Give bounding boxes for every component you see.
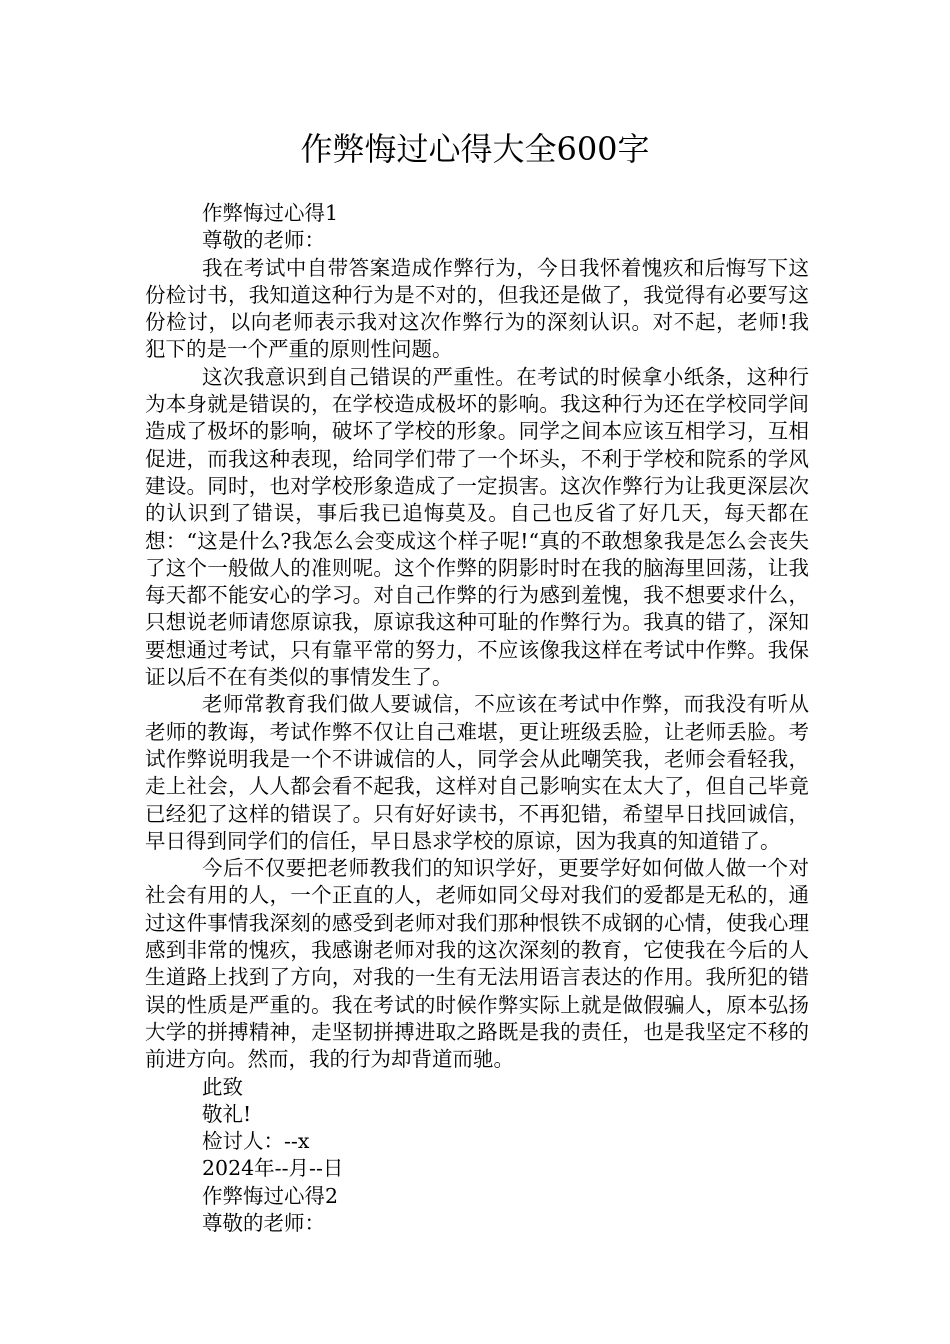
salutation: 尊敬的老师：	[202, 1210, 325, 1235]
paragraph: 今后不仅要把老师教我们的知识学好，更要学好如何做人做一个对社会有用的人，一个正直的人，老师如同父母对我们的爱都是无私的，通过这件事情我深刻的感受到老师对我们那种恨铁不成钢的心情，使我心理感到非常的愧疚，我感谢老师对我的这次深刻的教育，它使我在今后的人生道路上找到了方向，对我的一生有无法用语言表达的作用。我所犯的错误的性质是严重的。我在考试的时候作弊实际上就是做假骗人，原本弘扬大学的拼搏精神，走坚韧拼搏进取之路既是我的责任，也是我坚定不移的前进方向。然而，我的行为却背道而驰。	[145, 856, 809, 1072]
document-title: 作弊悔过心得大全600字	[300, 130, 650, 168]
paragraph: 这次我意识到自己错误的严重性。在考试的时候拿小纸条，这种行为本身就是错误的，在学校造成极坏的影响。我这种行为还在学校同学间造成了极坏的影响，破坏了学校的形象。同学之间本应该互相学习，互相促进，而我这种表现，给同学们带了一个坏头，不利于学校和院系的学风建设。同时，也对学校形象造成了一定损害。这次作弊行为让我更深层次的认识到了错误，事后我已追悔莫及。自己也反省了好几天，每天都在想：“这是什么?我怎么会变成这个样子呢!“真的不敢想象我是怎么会丧失了这个一般做人的准则呢。这个作弊的阴影时时在我的脑海里回荡，让我每天都不能安心的学习。对自己作弊的行为感到羞愧，我不想要求什么，只想说老师请您原谅我，原谅我这种可耻的作弊行为。我真的错了，深知要想通过考试，只有靠平常的努力，不应该像我这样在考试中作弊。我保证以后不在有类似的事情发生了。	[145, 364, 809, 690]
date-line: 2024年--月--日	[202, 1156, 344, 1181]
paragraph: 我在考试中自带答案造成作弊行为，今日我怀着愧疚和后悔写下这份检讨书，我知道这种行为是不对的，但我还是做了，我觉得有必要写这份检讨，以向老师表示我对这次作弊行为的深刻认识。对不起，老师!我犯下的是一个严重的原则性问题。	[145, 255, 809, 362]
regards-line: 敬礼!	[202, 1101, 252, 1126]
section-heading: 作弊悔过心得2	[202, 1183, 339, 1208]
closing-line: 此致	[202, 1074, 243, 1099]
signature-line: 检讨人：--x	[202, 1129, 310, 1154]
section-heading: 作弊悔过心得1	[202, 201, 339, 225]
paragraph: 老师常教育我们做人要诚信，不应该在考试中作弊，而我没有听从老师的教诲，考试作弊不仅让自己难堪，更让班级丢脸，让老师丢脸。考试作弊说明我是一个不讲诚信的人，同学会从此嘲笑我，老师会看轻我，走上社会，人人都会看不起我，这样对自己影响实在太大了，但自己毕竟已经犯了这样的错误了。只有好好读书，不再犯错，希望早日找回诚信，早日得到同学们的信任，早日恳求学校的原谅，因为我真的知道错了。	[145, 692, 809, 853]
salutation: 尊敬的老师：	[202, 228, 325, 253]
document-body	[145, 200, 809, 1237]
